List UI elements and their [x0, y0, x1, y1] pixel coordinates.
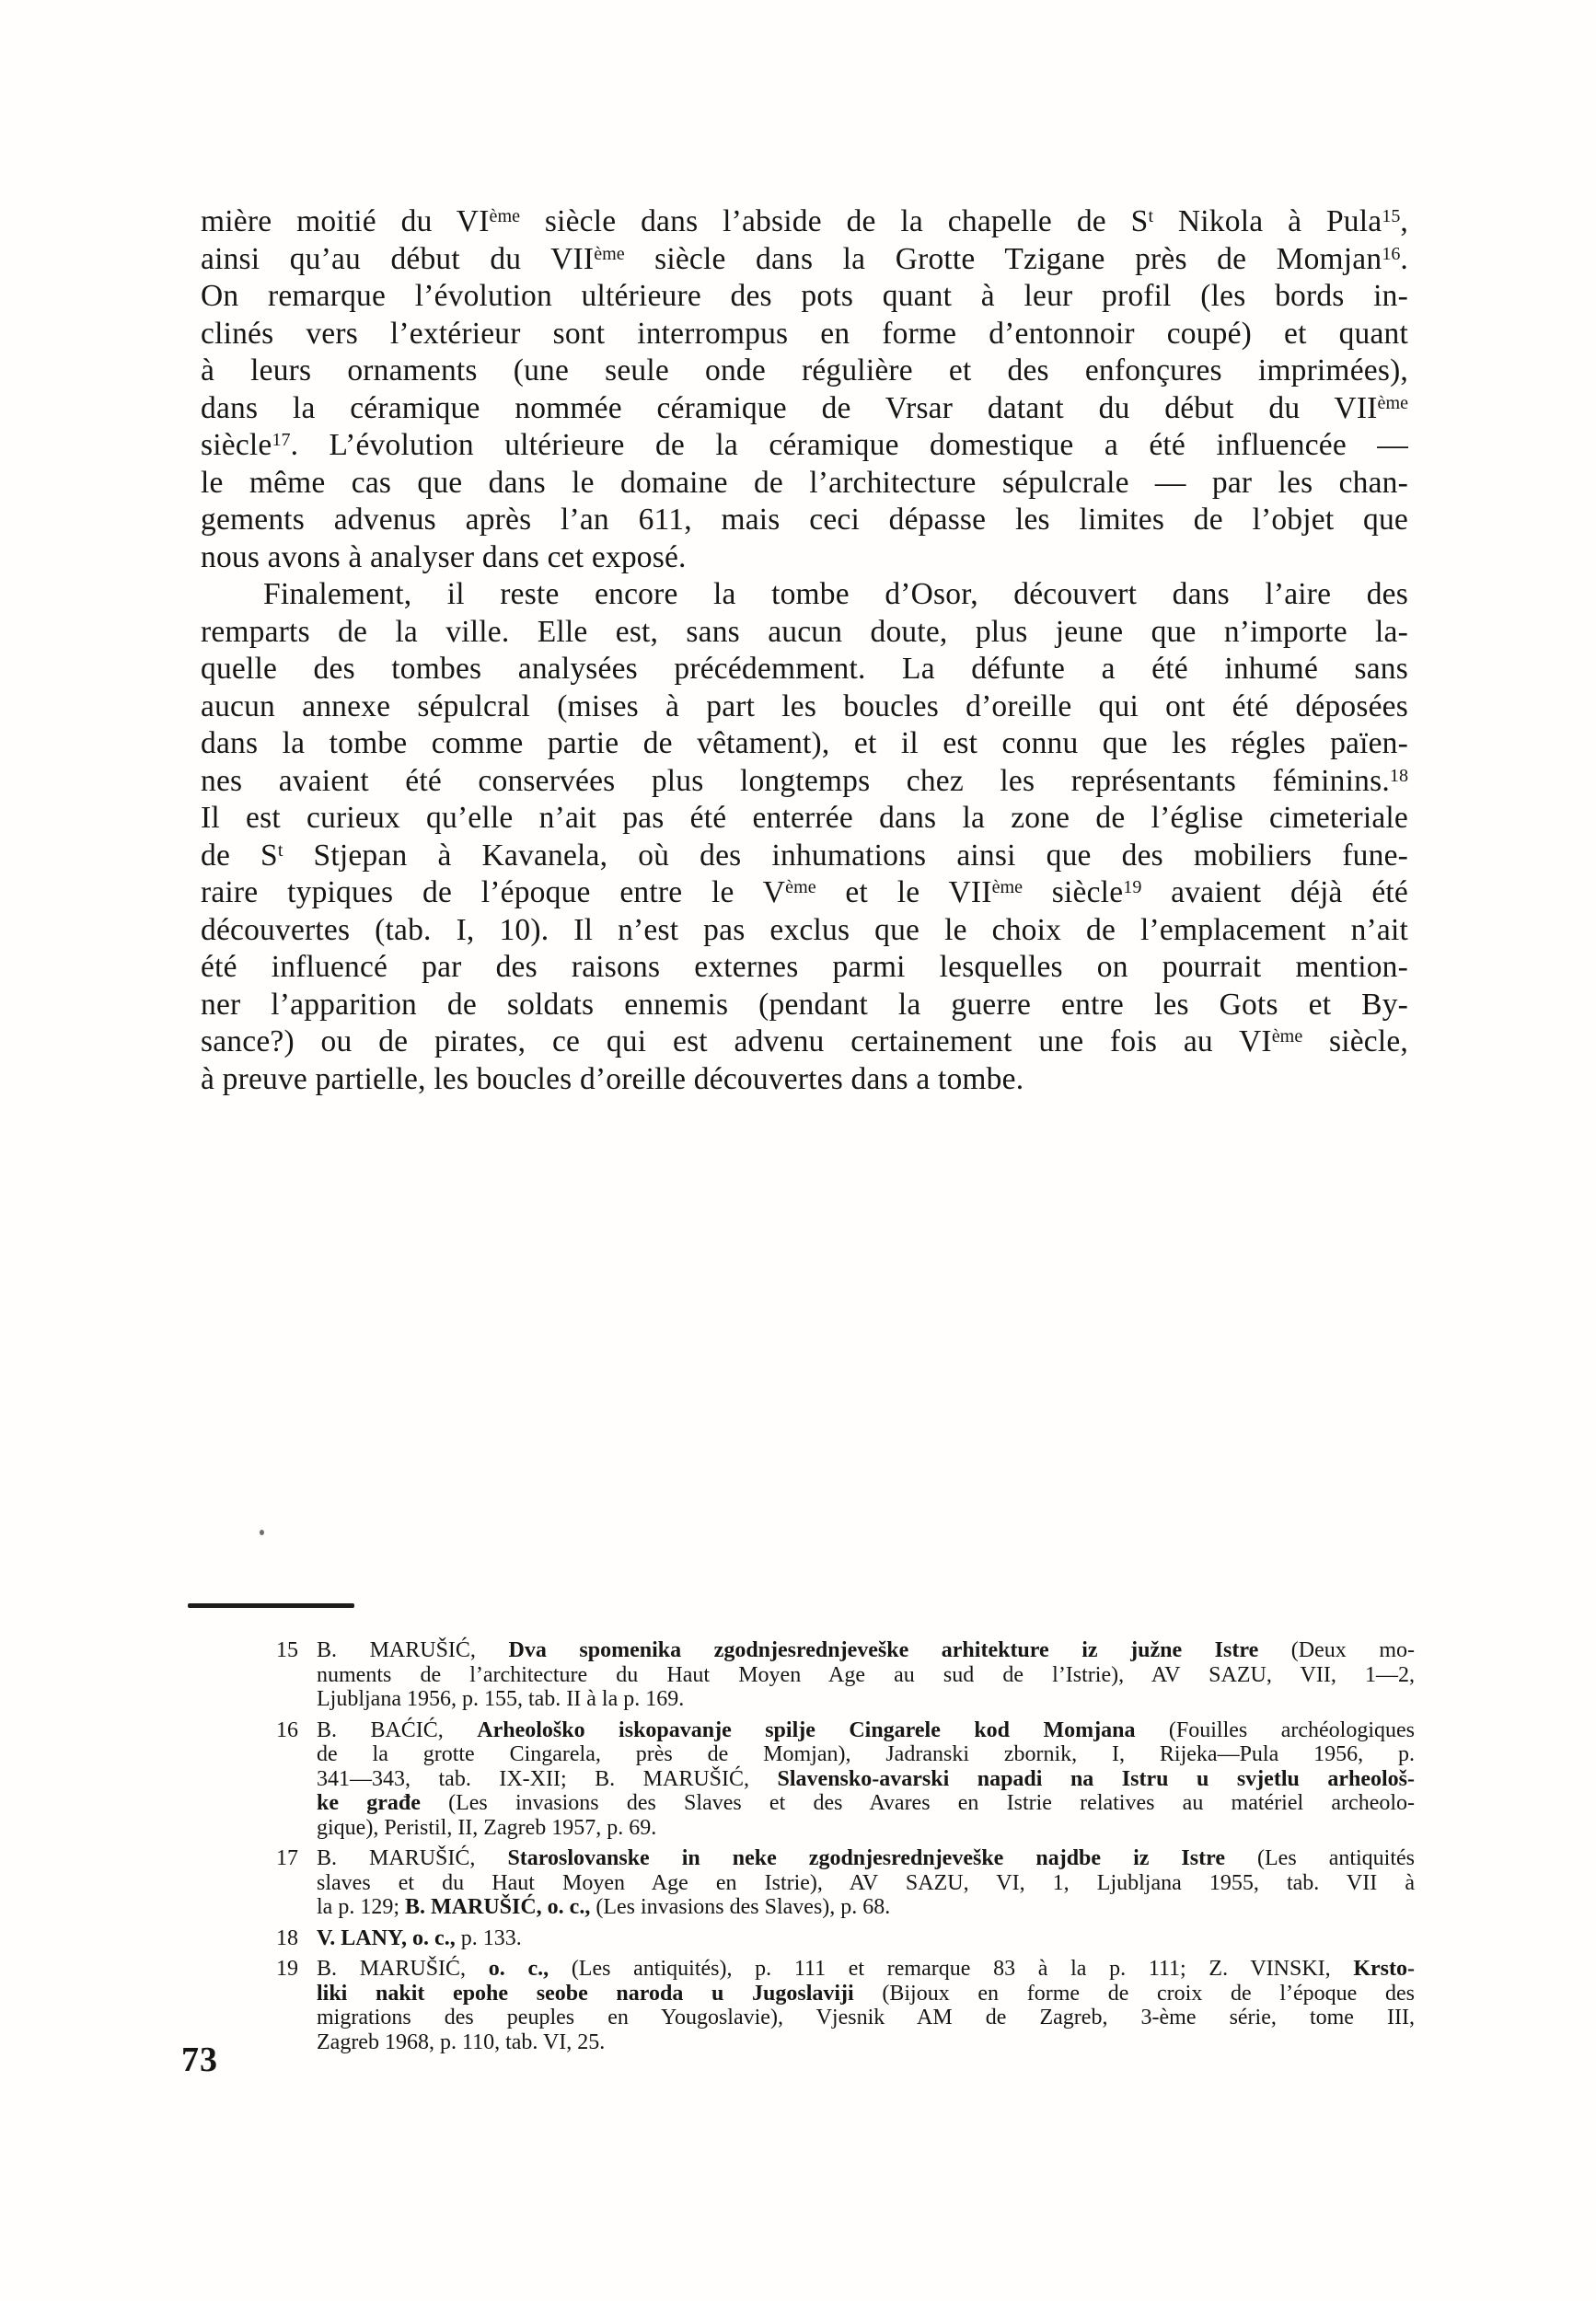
text-line: été influencé par des raisons externes parmi lesquelles on pourrait mention- [201, 950, 1408, 984]
text-line: ner l’apparition de soldats ennemis (pendant la guerre entre les Gots et By- [201, 987, 1408, 1022]
footnote-rule [188, 1603, 354, 1608]
footnote-line: numents de l’architecture du Haut Moyen Age au sud de l’Istrie), AV SAZU, VII, 1—2, [317, 1662, 1415, 1687]
text-line: découvertes (tab. I, 10). Il n’est pas exclus que le choix de l’emplacement n’ait [201, 912, 1408, 947]
footnote-line: B. MARUŠIĆ, o. c., (Les antiquités), p. 111 et remarque 83 à la p. 111; Z. VINSKI, Krsto- [317, 1957, 1416, 1981]
footnote [276, 1718, 1415, 1841]
text-line: Il est curieux qu’elle n’ait pas été enterrée dans la zone de l’église cimeteriale [201, 801, 1408, 835]
footnote [276, 1638, 1415, 1712]
text-line: Finalement, il reste encore la tombe d’Osor, découvert dans l’aire des [263, 577, 1408, 611]
text-line: de $S^t$ Stjepan à Kavanela, où des inhumations ainsi que des mobiliers fune- [201, 838, 1408, 873]
text-line: ainsi qu’au début du VIIème siècle dans la Grotte Tzigane près de Momjan$^{16}$. [201, 241, 1408, 276]
footnote-line: liki nakit epohe seobe naroda u Jugoslaviji (Bijoux en forme de croix de l’époque des [317, 1981, 1415, 2006]
text-line: siècle$^{17}$. L’évolution ultérieure de la céramique domestique a été influencée — [201, 428, 1408, 462]
footnote-line: B. BAĆIĆ, Arheološko iskopavanje spilje Cingarele kod Momjana (Fouilles archéologiques [317, 1717, 1415, 1742]
footnote-number: 17 [276, 1846, 298, 1870]
text-line: remparts de la ville. Elle est, sans aucun doute, plus jeune que n’importe la- [201, 614, 1408, 649]
text-line: le même cas que dans le domaine de l’architecture sépulcrale — par les chan- [201, 465, 1408, 500]
footnote [276, 1957, 1415, 2054]
page-number: 73 [181, 2041, 218, 2079]
footnote-line: migrations des peuples en Yougoslavie), Vjesnik AM de Zagreb, 3-ème série, tome III, [317, 2006, 1415, 2029]
text-line: dans la céramique nommée céramique de Vrsar datant du début du VIIème [201, 390, 1408, 425]
footnote-number: 18 [276, 1925, 298, 1950]
footnote-line: slaves et du Haut Moyen Age en Istrie), AV SAZU, VI, 1, Ljubljana 1955, tab. VII à [317, 1870, 1415, 1895]
footnote-line: gique), Peristil, II, Zagreb 1957, p. 69. [317, 1815, 657, 1840]
footnote [276, 1926, 1415, 1951]
footnote-line: V. LANY, o. c., p. 133. [317, 1925, 522, 1950]
text-line: dans la tombe comme partie de vêtament), et il est connu que les régles païen- [201, 726, 1408, 760]
ink-speck [260, 1530, 264, 1535]
footnotes [276, 1638, 1415, 2061]
footnote-number: 15 [276, 1638, 298, 1662]
text-line: On remarque l’évolution ultérieure des pots quant à leur profil (les bords in- [201, 279, 1408, 313]
text-line: sance?) ou de pirates, ce qui est advenu certainement une fois au VIème siècle, [201, 1024, 1409, 1058]
footnote-line: 341—343, tab. IX-XII; B. MARUŠIĆ, Slavensko-avarski napadi na Istru u svjetlu arheološ- [317, 1766, 1415, 1791]
text-line: clinés vers l’extérieur sont interrompus en forme d’entonnoir coupé) et quant [201, 316, 1408, 351]
text-line: aucun annexe sépulcral (mises à part les boucles d’oreille qui ont été déposées [201, 688, 1408, 723]
footnote-line: ke građe (Les invasions des Slaves et des Avares en Istrie relatives au matériel archeolo- [317, 1791, 1415, 1815]
footnote-line: Zagreb 1968, p. 110, tab. VI, 25. [317, 2029, 606, 2054]
footnote [276, 1846, 1415, 1920]
text-line: nes avaient été conservées plus longtemps chez les représentants féminins.$^{18}$ [201, 763, 1408, 798]
text-line: nous avons à analyser dans cet exposé. [201, 539, 687, 574]
text-line: gements advenus après l’an 611, mais ceci dépasse les limites de l’objet que [201, 503, 1408, 537]
footnote-line: de la grotte Cingarela, près de Momjan), Jadranski zbornik, I, Rijeka—Pula 1956, p. [317, 1742, 1415, 1766]
body-text [201, 203, 1408, 1098]
footnote-line: Ljubljana 1956, p. 155, tab. II à la p. 169. [317, 1687, 685, 1711]
text-line: à preuve partielle, les boucles d’oreille découvertes dans a tombe. [201, 1061, 1024, 1096]
text-line: raire typiques de l’époque entre le Vème et le VIIème siècle$^{19}$ avaient déjà été [201, 875, 1408, 909]
footnote-line: B. MARUŠIĆ, Staroslovanske in neke zgodnjesrednjeveške najdbe iz Istre (Les antiquités [317, 1846, 1416, 1870]
footnote-line: B. MARUŠIĆ, Dva spomenika zgodnjesrednjeveške arhitekture iz južne Istre (Deux mo- [317, 1638, 1415, 1662]
text-line: quelle des tombes analysées précédemment. La défunte a été inhumé sans [201, 652, 1408, 686]
footnote-number: 19 [276, 1957, 298, 1981]
text-line: à leurs ornaments (une seule onde régulière et des enfonçures imprimées), [201, 353, 1408, 387]
footnote-number: 16 [276, 1717, 298, 1742]
footnote-line: la p. 129; B. MARUŠIĆ, o. c., (Les invasions des Slaves), p. 68. [317, 1895, 891, 1919]
text-line: mière moitié du VIème siècle dans l’abside de la chapelle de $S^t$ Nikola à Pula$^{15}$, [201, 204, 1408, 238]
